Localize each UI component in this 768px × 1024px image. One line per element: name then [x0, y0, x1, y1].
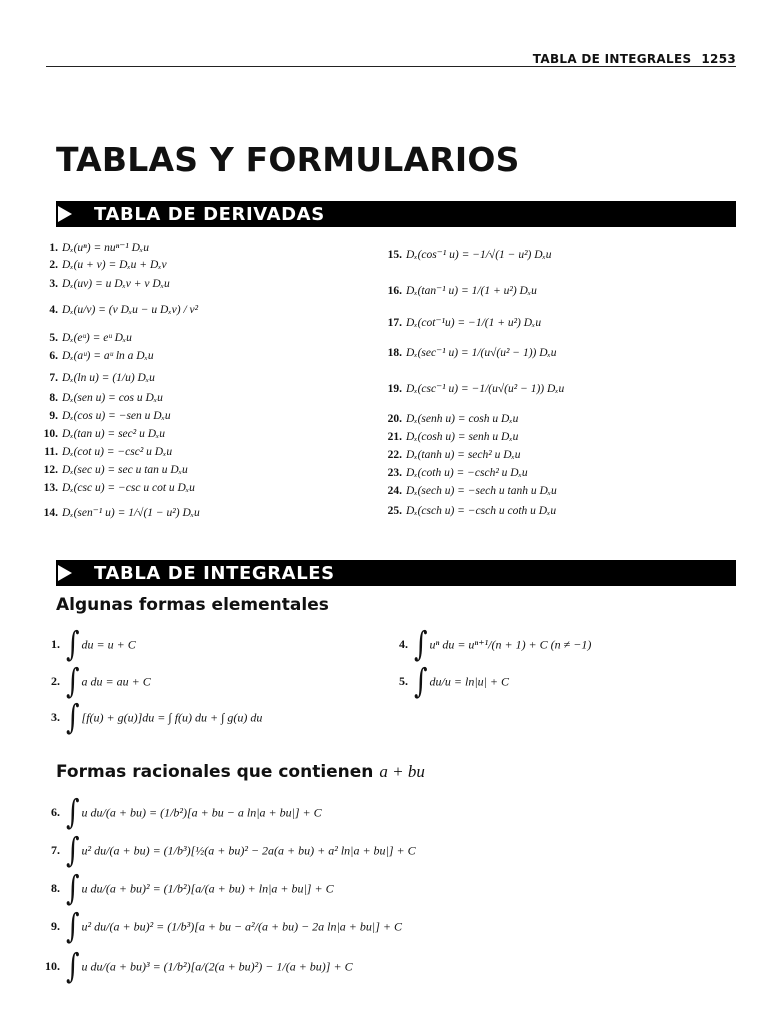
derivative-rule: 10. Dₓ(tan u) = sec² u Dₓu [43, 428, 166, 440]
subheading-elementales: Algunas formas elementales [56, 595, 329, 615]
section-bar-integrales [56, 560, 736, 586]
subheading-racionales-math: a + bu [379, 762, 425, 781]
page-number: 1253 [701, 52, 736, 66]
integral-formula: 5. ∫ du/u = ln|u| + C [399, 662, 510, 702]
derivative-rule: 5. Dₓ(eᵘ) = eᵘ Dₓu [49, 332, 132, 344]
derivative-rule: 13. Dₓ(csc u) = −csc u cot u Dₓu [43, 482, 195, 494]
derivative-rule: 7. Dₓ(ln u) = (1/u) Dₓu [49, 372, 155, 384]
integral-formula: 10. ∫ u du/(a + bu)³ = (1/b²)[a/(2(a + bu)²) − 1/(a + bu)] + C [45, 947, 353, 987]
derivative-list-right [380, 247, 730, 527]
integral-sign-icon: ∫ [414, 625, 428, 665]
derivative-list-left [36, 240, 366, 530]
derivative-rule: 18. Dₓ(sec⁻¹ u) = 1/(u√(u² − 1)) Dₓu [387, 347, 557, 359]
derivative-rule: 4. Dₓ(u/v) = (v Dₓu − u Dₓv) / v² [49, 304, 199, 316]
derivative-rule: 22. Dₓ(tanh u) = sech² u Dₓu [387, 449, 521, 461]
derivative-rule: 2. Dₓ(u + v) = Dₓu + Dₓv [49, 259, 167, 271]
subheading-racionales-text: Formas racionales que contienen [56, 762, 374, 782]
derivative-rule: 21. Dₓ(cosh u) = senh u Dₓu [387, 431, 519, 443]
derivative-rule: 6. Dₓ(aᵘ) = aᵘ ln a Dₓu [49, 350, 154, 362]
integral-sign-icon: ∫ [66, 793, 80, 833]
derivative-rule: 14. Dₓ(sen⁻¹ u) = 1/√(1 − u²) Dₓu [43, 507, 200, 519]
section-bar-derivadas [56, 201, 736, 227]
triangle-arrow-icon [58, 565, 72, 581]
derivative-rule: 19. Dₓ(csc⁻¹ u) = −1/(u√(u² − 1)) Dₓu [387, 383, 565, 395]
derivative-rule: 16. Dₓ(tan⁻¹ u) = 1/(1 + u²) Dₓu [387, 285, 537, 297]
derivative-rule: 8. Dₓ(sen u) = cos u Dₓu [49, 392, 163, 404]
derivative-rule: 12. Dₓ(sec u) = sec u tan u Dₓu [43, 464, 188, 476]
integral-sign-icon: ∫ [66, 831, 80, 871]
derivative-rule: 24. Dₓ(sech u) = −sech u tanh u Dₓu [387, 485, 557, 497]
integral-sign-icon: ∫ [66, 947, 80, 987]
integral-sign-icon: ∫ [66, 662, 80, 702]
integral-formula: 2. ∫ a du = au + C [51, 662, 151, 702]
integral-sign-icon: ∫ [66, 869, 80, 909]
running-head [46, 52, 736, 67]
integral-sign-icon: ∫ [66, 698, 80, 738]
section-heading-derivadas: TABLA DE DERIVADAS [94, 204, 325, 225]
derivative-rule: 20. Dₓ(senh u) = cosh u Dₓu [387, 413, 519, 425]
derivative-rule: 3. Dₓ(uv) = u Dₓv + v Dₓu [49, 278, 170, 290]
section-heading-integrales: TABLA DE INTEGRALES [94, 563, 335, 584]
derivative-rule: 9. Dₓ(cos u) = −sen u Dₓu [49, 410, 171, 422]
integral-formula: 8. ∫ u du/(a + bu)² = (1/b²)[a/(a + bu) + ln|a + bu|] + C [51, 869, 334, 909]
derivative-rule: 11. Dₓ(cot u) = −csc² u Dₓu [44, 446, 173, 458]
running-title: TABLA DE INTEGRALES [532, 52, 692, 66]
integral-formula: 1. ∫ du = u + C [51, 625, 136, 665]
derivative-rule: 23. Dₓ(coth u) = −csch² u Dₓu [387, 467, 528, 479]
integral-formula: 7. ∫ u² du/(a + bu) = (1/b³)[½(a + bu)² − 2a(a + bu) + a² ln|a + bu|] + C [51, 831, 416, 871]
integral-sign-icon: ∫ [66, 625, 80, 665]
subheading-racionales [56, 762, 425, 782]
integral-sign-icon: ∫ [414, 662, 428, 702]
integral-sign-icon: ∫ [66, 907, 80, 947]
derivative-rule: 1. Dₓ(uⁿ) = nuⁿ⁻¹ Dₓu [49, 242, 149, 254]
integral-formula: 9. ∫ u² du/(a + bu)² = (1/b³)[a + bu − a²/(a + bu) − 2a ln|a + bu|] + C [51, 907, 402, 947]
derivative-rule: 25. Dₓ(csch u) = −csch u coth u Dₓu [387, 505, 557, 517]
integral-formula: 3. ∫ [f(u) + g(u)]du = ∫ f(u) du + ∫ g(u) du [51, 698, 263, 738]
page-title: TABLAS Y FORMULARIOS [56, 140, 520, 179]
running-head-text [533, 52, 736, 66]
integral-formula: 4. ∫ uⁿ du = uⁿ⁺¹/(n + 1) + C (n ≠ −1) [399, 625, 592, 665]
integral-formula: 6. ∫ u du/(a + bu) = (1/b²)[a + bu − a ln|a + bu|] + C [51, 793, 322, 833]
derivative-rule: 15. Dₓ(cos⁻¹ u) = −1/√(1 − u²) Dₓu [387, 249, 552, 261]
derivative-rule: 17. Dₓ(cot⁻¹u) = −1/(1 + u²) Dₓu [387, 317, 542, 329]
triangle-arrow-icon [58, 206, 72, 222]
